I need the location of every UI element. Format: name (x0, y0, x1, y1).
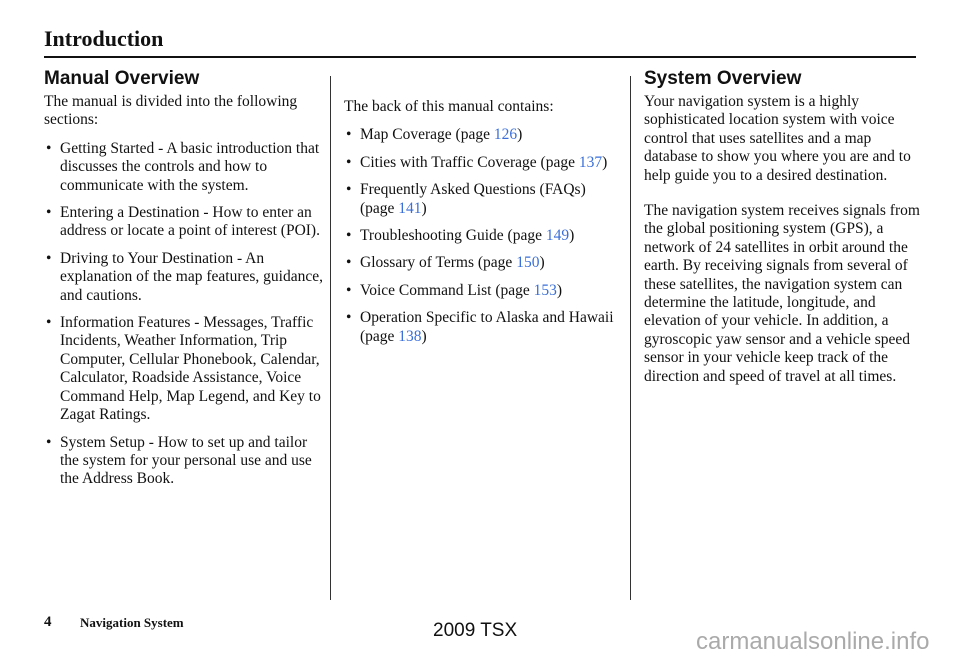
item-text: Map Coverage (page (360, 126, 494, 144)
item-text: Operation Specific to Alaska and Hawaii (page (360, 309, 614, 345)
item-suffix: ) (556, 281, 563, 299)
page-title: Introduction (44, 26, 164, 51)
manual-overview-heading: Manual Overview (44, 68, 200, 89)
title-rule (44, 56, 916, 58)
item-text: Cities with Traffic Coverage (page (360, 153, 579, 171)
page-link[interactable]: 149 (545, 227, 570, 245)
list-item (344, 181, 619, 218)
watermark: carmanualsonline.info (696, 628, 930, 655)
list-item (344, 154, 619, 172)
back-intro: The back of this manual contains: (344, 98, 554, 115)
page-link[interactable]: 126 (493, 126, 518, 144)
item-suffix: ) (602, 153, 608, 171)
list-item: • Getting Started - A basic introduction that discusses the controls and how to communicate with the system. (44, 140, 324, 195)
list-item: • Information Features - Messages, Traffic Incidents, Weather Information, Trip Computer, Cellular Phonebook, Calendar, Calculator, Roadside Assistance, Voice Command Help, Map Legend, and Key to Zagat Ratings. (44, 314, 324, 424)
list-item: • Entering a Destination - How to enter an address or locate a point of interest (POI). (44, 204, 324, 241)
item-text: Glossary of Terms (page (360, 254, 517, 272)
page-link[interactable]: 138 (398, 327, 422, 345)
item-text: Frequently Asked Questions (FAQs) (page (360, 181, 586, 217)
page-link[interactable]: 137 (578, 153, 603, 171)
page-link[interactable]: 153 (533, 281, 557, 299)
list-item (344, 309, 619, 346)
item-suffix: ) (517, 126, 523, 144)
item-suffix: ) (421, 199, 427, 217)
list-item (344, 282, 619, 300)
page-number: 4 (44, 614, 52, 630)
system-overview-paragraph: Your navigation system is a highly sophisticated location system with voice control that uses satellites and a map database to show you where you are and to help guide you to a desired destination. (644, 93, 911, 184)
page-link[interactable]: 150 (516, 254, 540, 272)
manual-overview-intro: The manual is divided into the following sections: (44, 93, 298, 129)
system-overview-column (644, 68, 924, 403)
list-item (344, 227, 619, 245)
item-text: Troubleshooting Guide (page (360, 227, 546, 245)
back-of-manual-column (344, 98, 619, 355)
column-divider (630, 76, 631, 600)
list-item (344, 254, 619, 272)
footer-section: Navigation System (80, 615, 184, 630)
manual-overview-column (44, 68, 324, 498)
page-link[interactable]: 141 (398, 199, 422, 217)
item-text: Voice Command List (page (360, 281, 534, 299)
model-label: 2009 TSX (433, 620, 518, 641)
item-suffix: ) (539, 254, 545, 272)
item-suffix: ) (569, 227, 575, 245)
list-item (344, 126, 619, 144)
system-overview-paragraph: The navigation system receives signals from the global positioning system (GPS), a network of 24 satellites in orbit around the earth. By receiving signals from several of these satellites, the navigation system can determine the latitude, longitude, and elevation of your vehicle. In addition, a gyroscopic yaw sensor and a vehicle speed sensor in your vehicle keep track of the direction and speed of travel at all times. (644, 202, 920, 385)
list-item: • Driving to Your Destination - An explanation of the map features, guidance, and cautions. (44, 250, 324, 305)
item-suffix: ) (421, 327, 427, 345)
list-item: • System Setup - How to set up and tailor the system for your personal use and use the Address Book. (44, 434, 324, 489)
system-overview-heading: System Overview (644, 68, 802, 89)
column-divider (330, 76, 331, 600)
